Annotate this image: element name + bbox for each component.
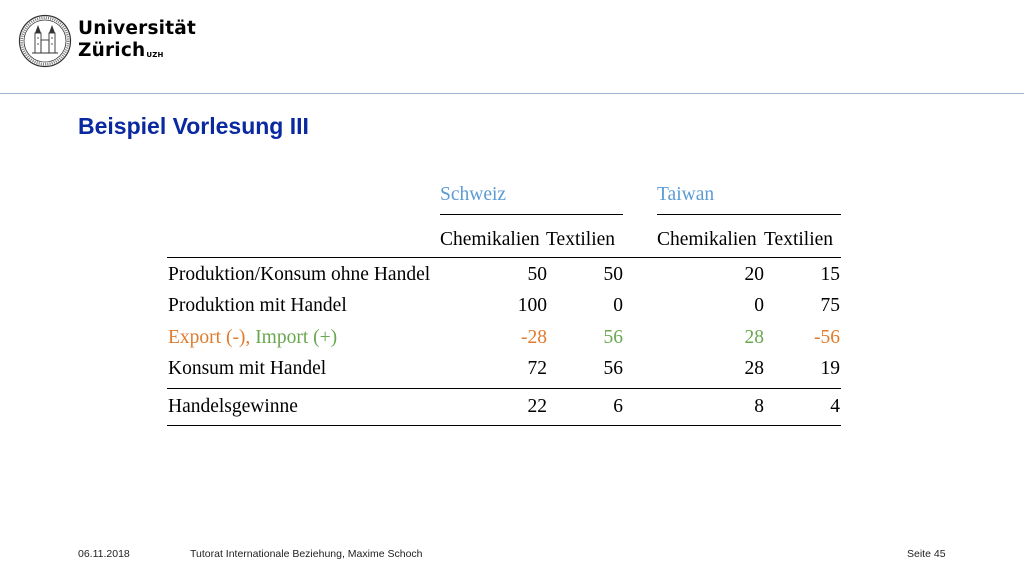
university-name-line2: Zürich$^{UZH}$ <box>78 40 164 61</box>
table-cell: 56 <box>603 358 623 379</box>
column-header: Textilien <box>764 229 834 250</box>
footer-course: Tutorat Internationale Beziehung, Maxime Schoch <box>190 548 423 560</box>
table-cell: 75 <box>820 295 840 316</box>
table-cell: 8 <box>754 396 764 417</box>
column-header: Chemikalien <box>440 229 540 250</box>
slide-title: Beispiel Vorlesung III <box>78 113 309 139</box>
row-label: Produktion/Konsum ohne Handel <box>168 264 431 285</box>
table-cell-export: -56 <box>814 327 840 348</box>
sum-rule <box>167 388 841 389</box>
table-cell: 22 <box>527 396 547 417</box>
table-cell: 50 <box>527 264 547 285</box>
table-cell: 28 <box>744 358 764 379</box>
row-label: Handelsgewinne <box>168 396 298 417</box>
table-cell: 20 <box>744 264 764 285</box>
group-header-taiwan: Taiwan <box>657 184 715 205</box>
table-cell: 0 <box>613 295 623 316</box>
group-rule-schweiz <box>440 214 623 215</box>
university-suffix: UZH <box>146 51 164 59</box>
table-cell: 50 <box>603 264 623 285</box>
table-cell: 4 <box>830 396 840 417</box>
column-header: Textilien <box>546 229 616 250</box>
group-header-schweiz: Schweiz <box>440 184 507 205</box>
university-seal-logo <box>18 14 72 68</box>
bottom-rule <box>167 425 841 426</box>
table-cell: 0 <box>754 295 764 316</box>
column-header: Chemikalien <box>657 229 757 250</box>
table-cell-import: 56 <box>603 327 623 348</box>
row-label: Produktion mit Handel <box>168 295 347 316</box>
header-divider <box>0 93 1024 94</box>
table-cell: 15 <box>820 264 840 285</box>
table-cell: 19 <box>820 358 840 379</box>
table-cell-export: -28 <box>521 327 547 348</box>
footer-page-number: Seite 45 <box>907 548 946 560</box>
university-name-line1: Universität <box>78 18 196 39</box>
group-rule-taiwan <box>657 214 841 215</box>
header-rule <box>167 257 841 258</box>
row-label: Konsum mit Handel <box>168 358 327 379</box>
table-cell-import: 28 <box>744 327 764 348</box>
footer-date: 06.11.2018 <box>78 548 130 560</box>
export-label: Export (-), <box>168 327 251 348</box>
row-label-export-import <box>168 327 337 349</box>
university-name <box>78 18 196 62</box>
import-label: Import (+) <box>255 327 338 348</box>
table-cell: 100 <box>517 295 547 316</box>
table-cell: 6 <box>613 396 623 417</box>
table-cell: 72 <box>527 358 547 379</box>
